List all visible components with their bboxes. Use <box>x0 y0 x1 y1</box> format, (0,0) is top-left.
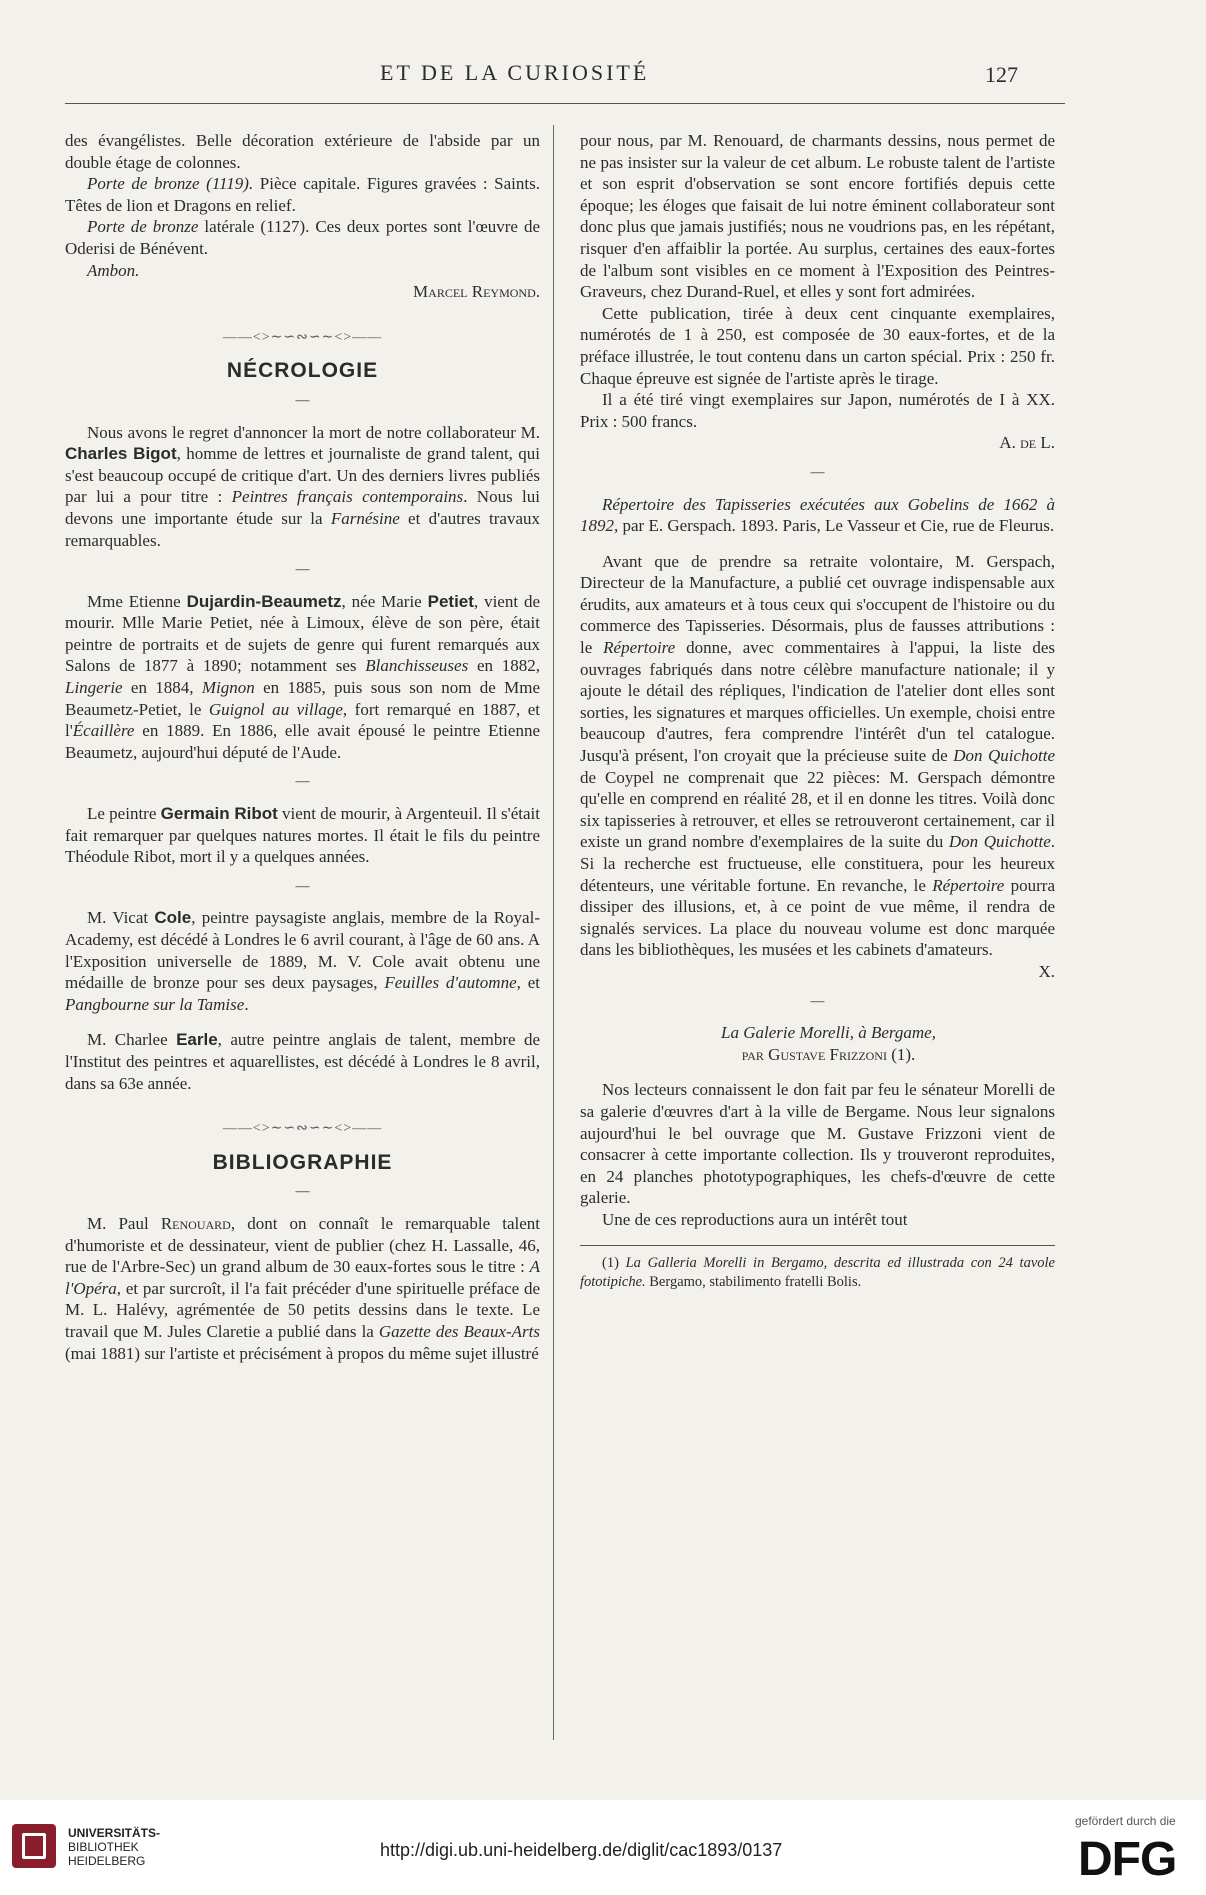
funding-note: gefördert durch die <box>1075 1814 1176 1828</box>
footnote-publisher: Bergamo, stabilimento fratelli Bolis. <box>645 1273 862 1290</box>
footnote <box>580 1254 1055 1292</box>
cole-text-d: . <box>244 994 249 1014</box>
institution-line-1: UNIVERSITÄTS- <box>68 1826 161 1840</box>
page-header-title: ET DE LA CURIOSITÉ <box>380 60 650 85</box>
earle-text-a: M. Charlee <box>87 1030 177 1050</box>
earle-name: Earle <box>176 1030 218 1050</box>
paragraph-galerie-2: Une de ces reproductions aura un intérêt tout <box>602 1209 908 1229</box>
paragraph-japon: Il a été tiré vingt exemplaires sur Japon, numérotés de I à XX. Prix : 500 francs. <box>580 390 1055 431</box>
bigot-text-c: . Nous lui devons une importante étude sur la <box>65 487 541 528</box>
university-library-logo-icon <box>12 1824 56 1868</box>
rep-italic-1: Répertoire <box>603 638 676 658</box>
work-ecaillere: Écaillère <box>72 721 135 741</box>
dash-separator: — <box>295 774 310 790</box>
digitization-footer <box>0 1800 1206 1895</box>
rep-italic-3: Don Quichotte <box>948 832 1051 852</box>
spacer <box>580 537 1055 551</box>
work-guignol: Guignol au village <box>208 699 343 719</box>
work-feuilles: Feuilles d'automne <box>384 973 517 993</box>
footnote-rule <box>580 1245 1055 1246</box>
paragraph-renouard <box>65 1213 540 1364</box>
institution-line-3: HEIDELBERG <box>68 1854 146 1868</box>
rep-text-a: Avant que de prendre sa retraite volontaire, M. Gerspach, Directeur de la Manufacture, a publié cet ouvrage indispensable aux érudits, aux amateurs et à tous ceux qui s'occupent de l'histoire ou du commerce des Tapisseries. Désormais, plus de fausses attributions : le <box>580 551 1055 658</box>
dujardin-text-h: en 1889. En 1886, elle avait épousé le peintre Etienne Beaumetz, aujourd'hui député de l'Aude. <box>65 721 540 762</box>
dujardin-text-b: , née Marie <box>341 591 428 611</box>
left-column <box>65 130 540 1364</box>
rep-italic-2: Don Quichotte <box>953 746 1055 766</box>
cole-text-a: M. Vicat <box>87 908 155 928</box>
bigot-name: Charles Bigot <box>65 444 177 464</box>
page-number: 127 <box>985 62 1018 87</box>
work-mignon: Mignon <box>201 678 255 698</box>
renouard-text-b: , dont on connaît le remarquable talent d'humoriste et de dessinateur, vient de publier (chez H. Lassalle, 46, rue de l'Arbre-Sec) un grand album de 30 eaux-fortes sous le titre : <box>65 1213 540 1277</box>
ambon-title: Ambon. <box>87 260 140 280</box>
renouard-text-a: M. Paul <box>87 1213 161 1233</box>
institution-name <box>68 1826 160 1868</box>
renouard-text-c: , et par surcroît, il l'a fait précéder d'une spirituelle préface de M. L. Halévy, agrémentée de 50 petits dessins dans le texte. Le travail que M. Jules Claretie a publié dans la <box>65 1278 540 1341</box>
column-divider <box>553 125 554 1740</box>
spacer <box>65 1015 540 1029</box>
paragraph-porte-bronze <box>65 173 540 216</box>
dujardin-text-d: en 1882, <box>468 656 541 676</box>
header-rule <box>65 103 1065 104</box>
right-column <box>580 130 1055 1292</box>
paragraph-porte-laterale <box>65 216 540 259</box>
repertoire-publisher: par E. Gerspach. 1893. Paris, Le Vasseur et Cie, rue de Fleurus. <box>618 516 1055 536</box>
ribot-name: Germain Ribot <box>160 804 278 824</box>
dujardin-text-c: , vient de mourir. Mlle Marie Petiet, née à Limoux, élève de son père, était peintre de portraits et de sujets de genre qui furent remarqués aux Salons de 1877 à 1890; notamment ses <box>65 591 540 676</box>
cole-name: Cole <box>154 908 192 928</box>
signature-adel: A. de L. <box>999 433 1055 453</box>
work-blanchisseuses: Blanchisseuses <box>365 656 469 676</box>
footnote-title: La Galleria Morelli in Bergamo, descrita ed illustrada con 24 tavole fototipiche. <box>580 1254 1055 1290</box>
petiet-name: Petiet <box>427 591 474 611</box>
renouard-name: Renouard <box>160 1213 231 1233</box>
running-head <box>0 60 1206 90</box>
paragraph-earle <box>65 1029 540 1094</box>
paragraph-repertoire <box>580 551 1055 961</box>
dash-separator: — <box>295 878 310 894</box>
paragraph-ambon <box>65 260 540 282</box>
work-opera: A l'Opéra <box>65 1257 540 1298</box>
paragraph-galerie: Nos lecteurs connaissent le don fait par feu le sénateur Morelli de sa galerie d'œuvres d'art à la ville de Bergame. Nous leur signalons aujourd'hui le bel ouvrage que M. Gustave Frizzoni vient de consacrer à cette importante collection. Ils y trouveront reproduites, en 24 planches phototypographiques, les chefs-d'œuvre de cette galerie. <box>580 1080 1055 1208</box>
dash-separator: — <box>810 464 825 480</box>
section-title-bibliographie: BIBLIOGRAPHIE <box>212 1150 393 1174</box>
dfg-logo: DFG <box>1078 1833 1177 1886</box>
dujardin-text-e: en 1884, <box>122 678 202 698</box>
rep-text-b: donne, avec commentaires à l'appui, la liste des ouvrages fabriqués dans notre célèbre manufacture nationale; il y ajoute le détail des répliques, l'indication de l'atelier dont elles sont sorties, les signatures et marques officielles. Un exemple, choisi entre beaucoup d'autres, fera comprendre l'intérêt d'un tel catalogue. Jusqu'à présent, l'on croyait que la précieuse suite de <box>580 638 1055 766</box>
dash-separator: — <box>295 392 310 408</box>
spacer <box>580 1065 1055 1079</box>
dujardin-text-g: , fort remarqué en 1887, et l' <box>65 699 540 741</box>
rep-text-e: pourra dissiper des illusions, et, à ce point de vue même, il rendra de signalés services. La place du nouveau volume est donc marquée dans les bibliothèques, les musées et les cabinets d'amateurs. <box>580 875 1055 960</box>
ribot-text-a: Le peintre <box>87 804 161 824</box>
cole-text-b: , peintre paysagiste anglais, membre de la Royal-Academy, est décédé à Londres le 6 avril courant, à l'âge de 60 ans. A l'Exposition universelle de 1889, M. V. Cole avait obtenu une médaille de bronze pour ses deux paysages, <box>65 908 540 993</box>
dash-separator: — <box>810 993 825 1009</box>
institution-line-2: BIBLIOTHEK <box>68 1840 139 1854</box>
paragraph-repertoire-title <box>580 494 1055 537</box>
bigot-book-title: Peintres français contemporains <box>231 487 464 507</box>
footnote-number: (1) <box>602 1254 626 1271</box>
digital-copy-link[interactable]: http://digi.ub.uni-heidelberg.de/diglit/cac1893/0137 <box>380 1840 783 1860</box>
galerie-title: La Galerie Morelli, à Bergame, <box>721 1023 936 1043</box>
porte-laterale-text: latérale (1127). Ces deux portes sont l'œuvre de Oderisi de Bénévent. <box>65 217 540 258</box>
bigot-farnesine: Farnésine <box>330 508 400 528</box>
bigot-text-a: Nous avons le regret d'annoncer la mort de notre collaborateur M. <box>87 422 540 442</box>
paragraph-dujardin <box>65 591 540 764</box>
bigot-text-d: et d'autres travaux remarquables. <box>65 508 540 550</box>
work-pangbourne: Pangbourne sur la Tamise <box>65 994 245 1014</box>
paragraph-renouard-cont: pour nous, par M. Renouard, de charmants dessins, nous permet de ne pas insister sur la valeur de cet album. Le robuste talent de l'artiste et son esprit d'observation se sont encore fortifiés depuis cette époque; les éloges que faisait de lui notre éminent collaborateur sont donc plus que jamais justifiés; nous ne voudrions pas, en les répétant, risquer d'en affaiblir la portée. Au surplus, certaines des eaux-fortes de l'album sont visibles en ce moment à l'Exposition des Peintres-Graveurs, chez Durand-Ruel, et elles y sont fort admirées. <box>580 131 1055 302</box>
repertoire-title: Répertoire des Tapisseries exécutées aux Gobelins de 1662 à 1892, <box>580 494 1055 536</box>
rep-italic-4: Répertoire <box>932 875 1005 895</box>
paragraph-ribot <box>65 803 540 868</box>
dujardin-text-a: Mme Etienne <box>87 591 187 611</box>
journal-gazette: Gazette des Beaux-Arts <box>378 1321 540 1341</box>
dujardin-text-f: en 1885, puis sous son nom de Mme Beaumetz-Petiet, le <box>65 678 541 719</box>
earle-text-b: , autre peintre anglais de talent, membre de l'Institut des peintres et aquarellistes, est décédé à Londres le 8 avril, dans sa 63e année. <box>65 1030 540 1093</box>
bigot-text-b: , homme de lettres et journaliste de grand talent, qui s'est beaucoup occupé de critique d'art. Un des derniers livres publiés par lui a pour titre : <box>65 444 540 507</box>
dujardin-name: Dujardin-Beaumetz <box>186 591 342 611</box>
dash-separator: — <box>295 1184 310 1200</box>
porte-bronze-text: Pièce capitale. Figures gravées : Saints. Têtes de lion et Dragons en relief. <box>65 174 540 215</box>
work-lingerie: Lingerie <box>65 678 123 698</box>
section-title-necrologie: NÉCROLOGIE <box>226 359 379 383</box>
galerie-author: par Gustave Frizzoni (1). <box>741 1044 916 1064</box>
signature-reymond: Marcel Reymond. <box>413 282 540 302</box>
renouard-text-d: (mai 1881) sur l'artiste et précisément à propos du même sujet illustré <box>65 1343 539 1363</box>
ornament-divider: ——<>∼∽∾∽∼<>—— <box>222 1121 383 1137</box>
porte-bronze-title: Porte de bronze (1119). <box>87 174 254 194</box>
cole-text-c: , et <box>516 973 540 993</box>
signature-x: X. <box>1038 961 1055 981</box>
dash-separator: — <box>295 562 310 578</box>
ornament-divider: ——<>∼∽∾∽∼<>—— <box>222 329 383 345</box>
rep-text-d: . Si la recherche est fructueuse, elle constituera, pour les heureux détenteurs, une véritable fortune. En revanche, le <box>580 832 1055 895</box>
paragraph-abside: des évangélistes. Belle décoration extérieure de l'abside par un double étage de colonnes. <box>65 131 540 172</box>
paragraph-publication: Cette publication, tirée à deux cent cinquante exemplaires, numérotés de 1 à 250, est composée de 30 eaux-fortes, et de la préface illustrée, le tout contenu dans un carton spécial. Prix : 250 fr. Chaque épreuve est signée de l'artiste après le tirage. <box>580 303 1055 388</box>
rep-text-c: de Coypel ne comprenait que 22 pièces: M. Gerspach démontre qu'elle en comprend en réalité 28, et il en donne les titres. Voilà donc six tapisseries à retrouver, et elles se retrouveront certainement, car il existe un grand nombre d'exemplaires de la suite du <box>580 767 1055 852</box>
paragraph-cole <box>65 907 540 1015</box>
porte-laterale-title: Porte de bronze <box>87 217 199 237</box>
paragraph-bigot <box>65 422 540 552</box>
ribot-text-b: vient de mourir, à Argenteuil. Il s'était fait remarquer par quelques natures mortes. Il était le fils du peintre Théodule Ribot, mort il y a quelques années. <box>65 804 540 867</box>
